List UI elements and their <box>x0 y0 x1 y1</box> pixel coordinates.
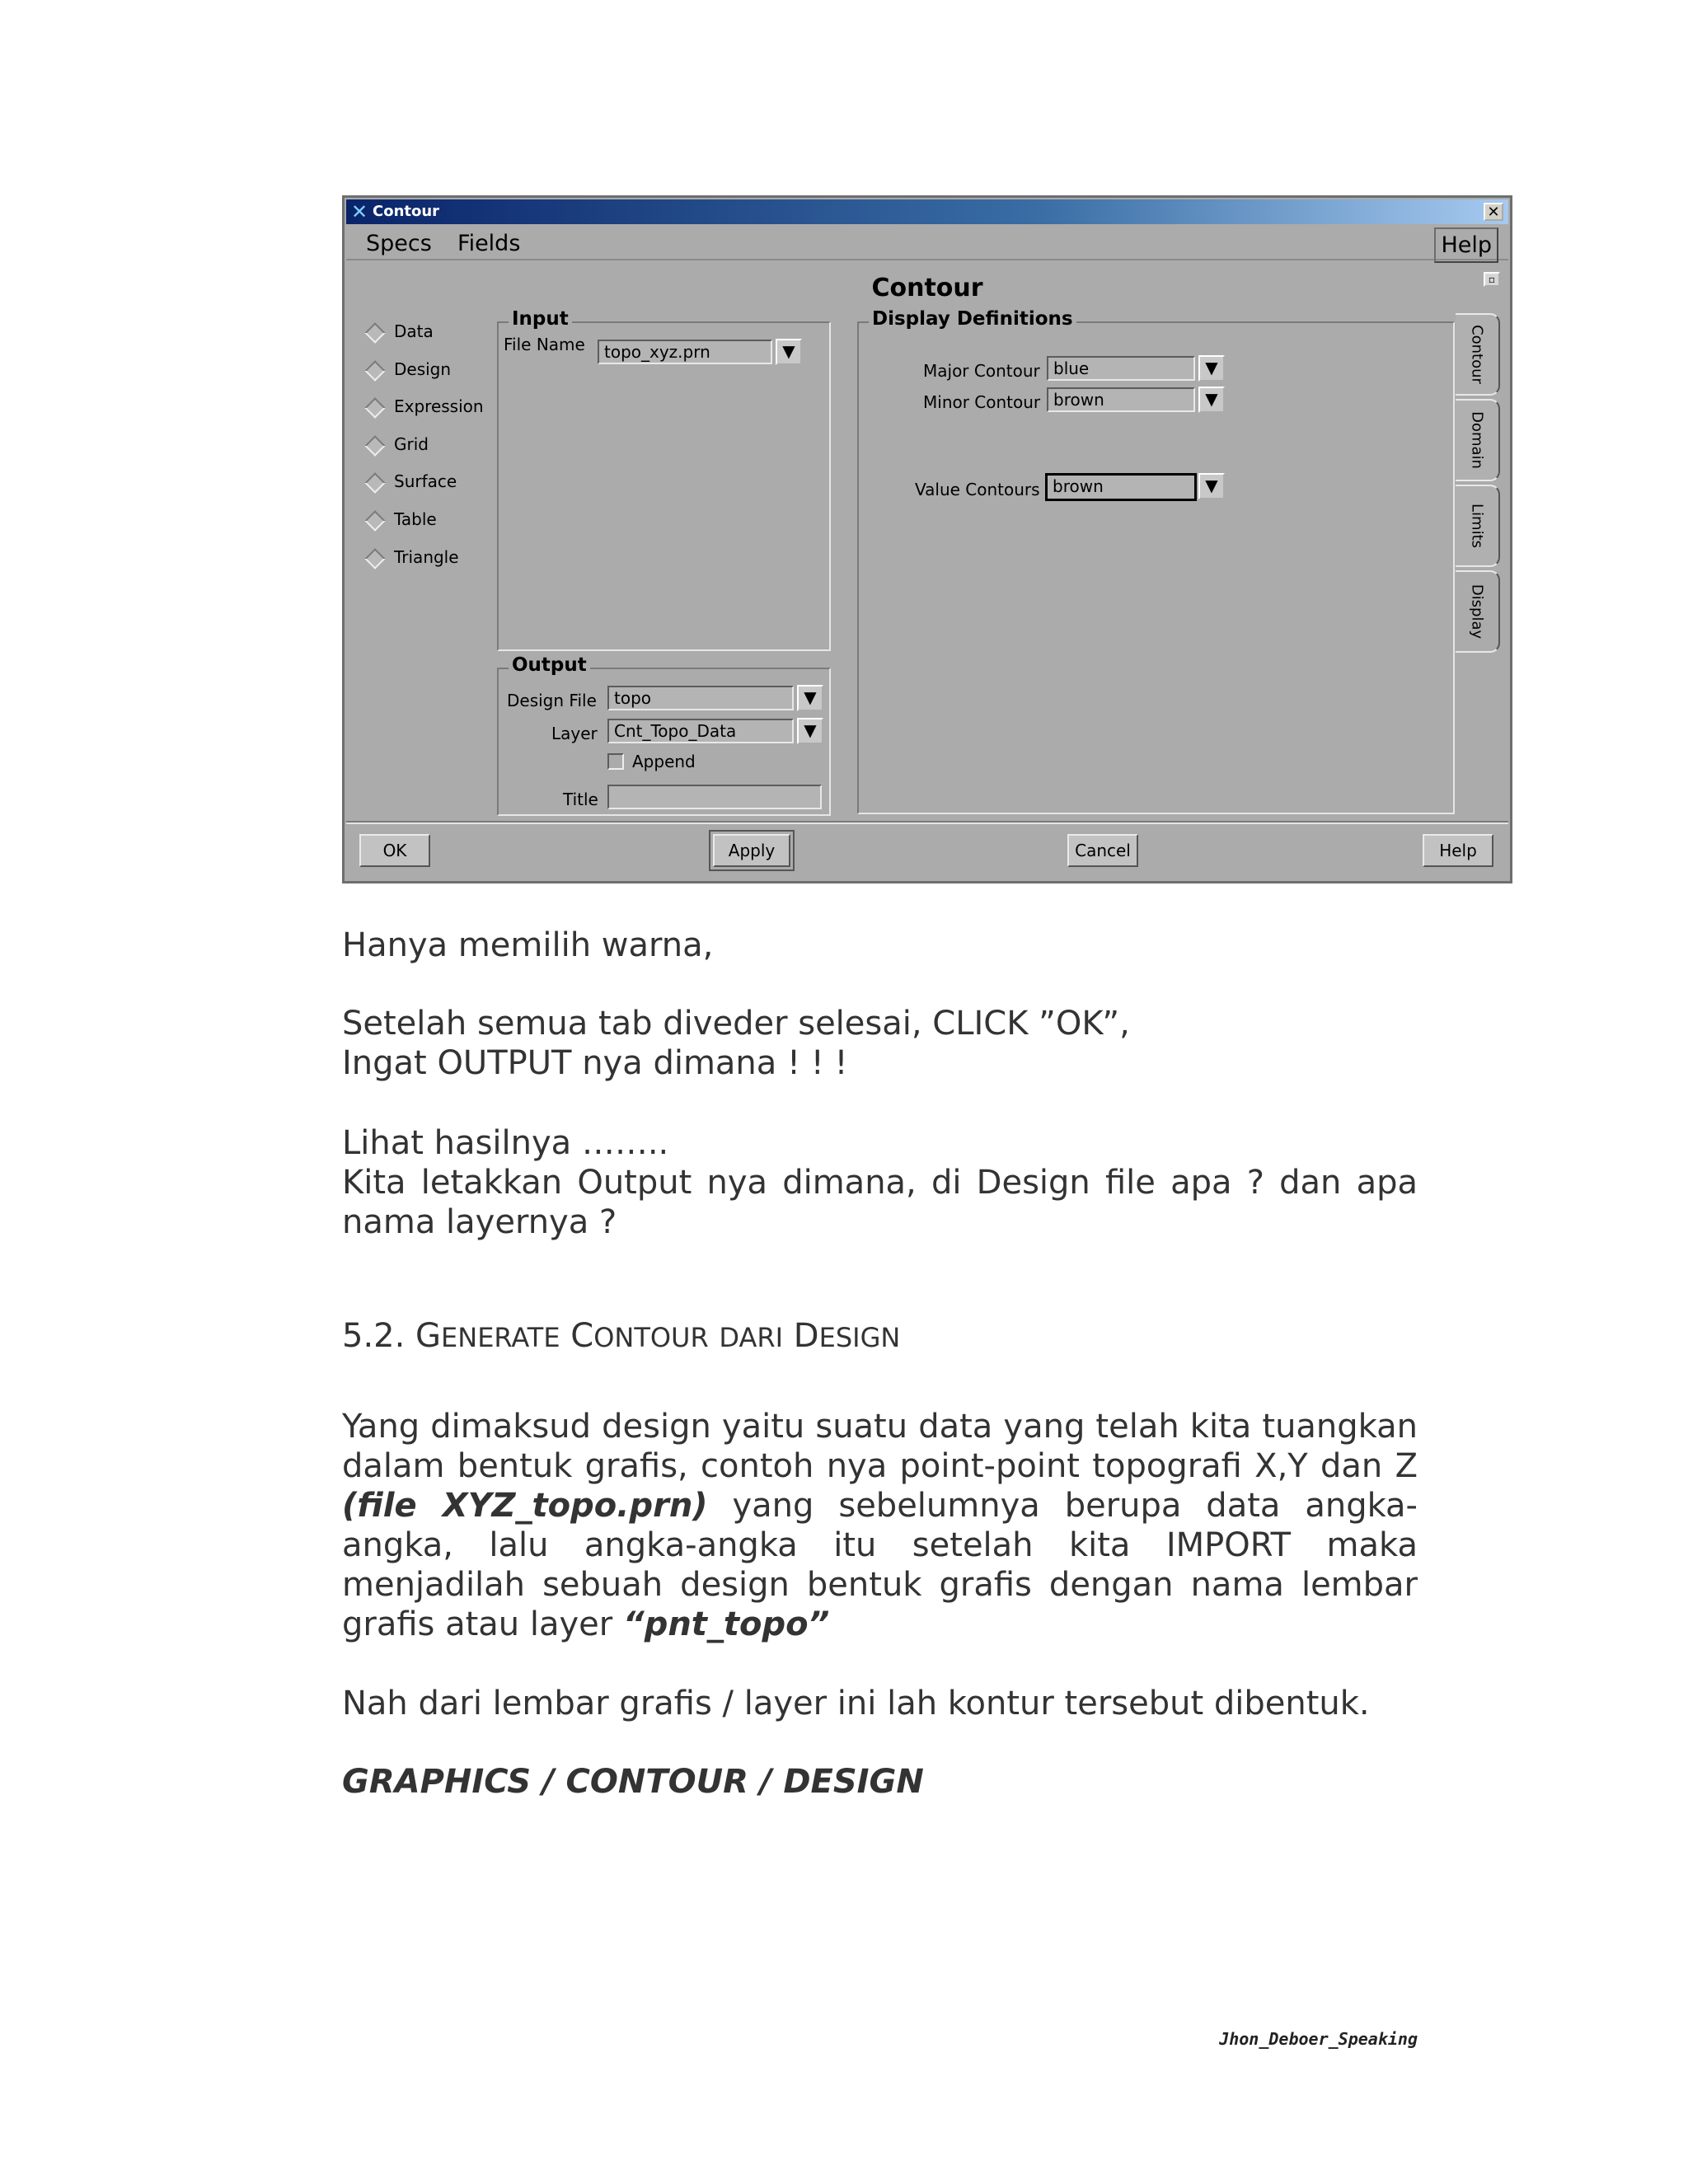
menu-specs[interactable]: Specs <box>366 231 432 256</box>
design-file-label: Design File <box>507 691 597 710</box>
output-reminder-line: Ingat OUTPUT nya dimana ! ! ! <box>342 1044 848 1082</box>
input-group <box>497 308 831 651</box>
menu-bar <box>346 226 1508 260</box>
tab-limits[interactable]: Limits <box>1456 485 1500 567</box>
option-grid[interactable]: Grid <box>368 434 429 454</box>
pin-button[interactable]: ▫ <box>1484 272 1500 287</box>
minor-contour-field[interactable]: brown <box>1047 387 1195 412</box>
layer-field[interactable]: Cnt_Topo_Data <box>607 719 794 743</box>
option-table[interactable]: Table <box>368 509 437 529</box>
menu-help[interactable]: Help <box>1434 227 1498 263</box>
major-contour-field[interactable]: blue <box>1047 356 1195 381</box>
diamond-radio-icon <box>364 472 385 493</box>
diamond-radio-icon <box>364 548 385 569</box>
footer-author: Jhon_Deboer_Speaking <box>1219 2029 1418 2049</box>
layer-name-emphasis: “pnt_topo” <box>622 1605 830 1643</box>
contour-dialog <box>342 195 1512 883</box>
display-definitions-label: Display Definitions <box>869 308 1076 330</box>
ok-button[interactable]: OK <box>359 834 430 867</box>
value-contours-label: Value Contours <box>915 480 1040 499</box>
option-expression[interactable]: Expression <box>368 396 484 416</box>
output-question-text: Kita letakkan Output nya dimana, di Design file apa ? dan apa nama layernya ? <box>342 1164 1418 1241</box>
paragraph-pilih-warna: Hanya memilih warna, <box>342 926 714 964</box>
section-heading: 5.2. GENERATE CONTOUR DARI DESIGN <box>342 1317 901 1355</box>
menu-fields[interactable]: Fields <box>457 231 521 256</box>
option-surface[interactable]: Surface <box>368 471 457 491</box>
diamond-radio-icon <box>364 435 385 456</box>
click-ok-line: Setelah semua tab diveder selesai, CLICK ”OK”, <box>342 1005 1130 1043</box>
window-title: Contour <box>373 203 440 220</box>
title-label: Title <box>563 790 598 809</box>
file-name-dropdown-icon[interactable]: ▼ <box>776 339 802 365</box>
paragraph-click-ok <box>342 1004 1418 1083</box>
output-group-label: Output <box>509 654 590 676</box>
option-design[interactable]: Design <box>368 359 451 379</box>
append-checkbox[interactable] <box>607 753 624 770</box>
lihat-hasil-line: Lihat hasilnya …….. <box>342 1124 669 1162</box>
major-contour-label: Major Contour <box>923 361 1040 381</box>
title-bar <box>346 199 1508 224</box>
diamond-radio-icon <box>364 397 385 418</box>
file-name-emphasis: (file XYZ_topo.prn) <box>342 1487 708 1525</box>
x-app-icon: ✕ <box>351 200 368 223</box>
paragraph-design-explanation: Yang dimaksud design yaitu suatu data yang telah kita tuangkan dalam bentuk grafis, contoh nya point-point topografi X,Y dan Z (file XYZ_topo.prn) yang sebelumnya berupa data angka-angka, lalu angka-angka itu setelah kita IMPORT maka menjadilah sebuah design bentuk grafis dengan nama lembar grafis atau layer “pnt_topo” <box>342 1408 1418 1643</box>
cancel-button[interactable]: Cancel <box>1067 834 1138 867</box>
help-button[interactable]: Help <box>1423 834 1493 867</box>
tab-domain[interactable]: Domain <box>1456 399 1500 481</box>
minor-contour-label: Minor Contour <box>923 392 1041 412</box>
value-contours-dropdown-icon[interactable]: ▼ <box>1198 473 1225 499</box>
tab-display[interactable]: Display <box>1456 570 1500 653</box>
diamond-radio-icon <box>364 510 385 531</box>
output-group <box>497 654 831 816</box>
apply-button[interactable]: Apply <box>713 834 790 867</box>
button-row-divider <box>346 821 1508 824</box>
option-data[interactable]: Data <box>368 321 434 341</box>
major-contour-dropdown-icon[interactable]: ▼ <box>1198 355 1225 382</box>
vertical-tabs <box>1454 313 1500 841</box>
menu-path-heading: GRAPHICS / CONTOUR / DESIGN <box>342 1763 924 1801</box>
input-group-label: Input <box>509 308 572 330</box>
title-field[interactable] <box>607 785 822 809</box>
paragraph-lihat-hasil <box>342 1123 1418 1242</box>
value-contours-field[interactable]: brown <box>1045 473 1197 501</box>
display-definitions-group <box>857 308 1455 814</box>
minor-contour-dropdown-icon[interactable]: ▼ <box>1198 387 1225 413</box>
tab-contour[interactable]: Contour <box>1456 313 1500 396</box>
append-label: Append <box>632 752 696 771</box>
paragraph-kontur-dibentuk: Nah dari lembar grafis / layer ini lah kontur tersebut dibentuk. <box>342 1685 1370 1722</box>
file-name-label: File Name <box>504 335 585 354</box>
design-file-dropdown-icon[interactable]: ▼ <box>797 685 823 711</box>
layer-label: Layer <box>551 724 598 743</box>
close-button[interactable]: ✕ <box>1484 203 1503 221</box>
design-file-field[interactable]: topo <box>607 686 794 710</box>
layer-dropdown-icon[interactable]: ▼ <box>797 718 823 744</box>
diamond-radio-icon <box>364 322 385 343</box>
file-name-field[interactable]: topo_xyz.prn <box>598 340 772 364</box>
dialog-heading: Contour <box>871 274 983 302</box>
section-number: 5.2. <box>342 1317 416 1355</box>
diamond-radio-icon <box>364 360 385 381</box>
option-triangle[interactable]: Triangle <box>368 547 459 567</box>
